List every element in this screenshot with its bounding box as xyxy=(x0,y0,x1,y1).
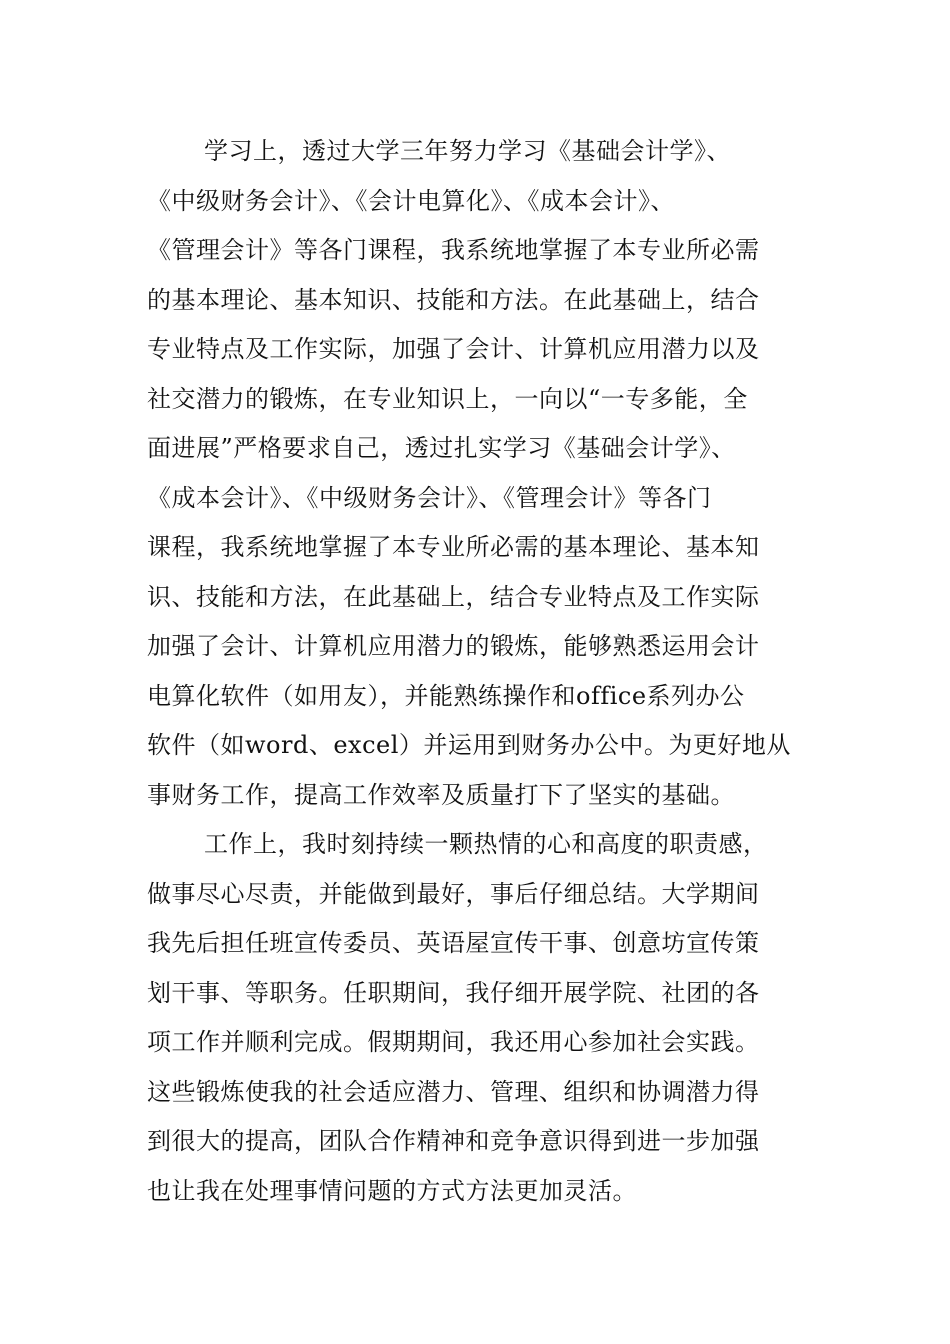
text-line: 做事尽心尽责，并能做到最好，事后仔细总结。大学期间 xyxy=(147,879,760,908)
text-line: 事财务工作，提高工作效率及质量打下了坚实的基础。 xyxy=(147,780,735,809)
text-line: 《中级财务会计》、《会计电算化》、《成本会计》、 xyxy=(147,186,675,215)
text-line: 学习上，透过大学三年努力学习《基础会计学》、 xyxy=(204,137,731,165)
text-line: 的基本理论、基本知识、技能和方法。在此基础上，结合 xyxy=(147,285,760,314)
text-line: 识、技能和方法，在此基础上，结合专业特点及工作实际 xyxy=(147,582,760,611)
text-line: 项工作并顺利完成。假期期间，我还用心参加社会实践。 xyxy=(147,1028,760,1056)
text-line: 社交潜力的锻炼，在专业知识上，一向以“一专多能，全 xyxy=(147,384,748,413)
text-line: 工作上，我时刻持续一颗热情的心和高度的职责感， xyxy=(204,830,768,858)
text-line: 我先后担任班宣传委员、英语屋宣传干事、创意坊宣传策 xyxy=(147,929,760,957)
text-line: 面进展”严格要求自己，透过扎实学习《基础会计学》、 xyxy=(147,434,736,462)
text-line: 课程，我系统地掌握了本专业所必需的基本理论、基本知 xyxy=(147,533,760,561)
text-line: 加强了会计、计算机应用潜力的锻炼，能够熟悉运用会计 xyxy=(147,632,760,660)
text-line: 专业特点及工作实际，加强了会计、计算机应用潜力以及 xyxy=(147,335,760,363)
paragraph-study xyxy=(147,127,807,820)
text-line: 划干事、等职务。任职期间，我仔细开展学院、社团的各 xyxy=(147,978,760,1007)
text-line: 电算化软件（如用友），并能熟练操作和office系列办公 xyxy=(147,681,745,710)
text-line: 这些锻炼使我的社会适应潜力、管理、组织和协调潜力得 xyxy=(147,1077,760,1106)
document-body xyxy=(147,127,807,1216)
paragraph-work xyxy=(147,820,807,1216)
text-line: 《管理会计》等各门课程，我系统地掌握了本专业所必需 xyxy=(147,236,760,264)
text-line: 《成本会计》、《中级财务会计》、《管理会计》等各门 xyxy=(147,483,712,512)
text-line: 到很大的提高，团队合作精神和竞争意识得到进一步加强 xyxy=(147,1127,760,1155)
text-line: 也让我在处理事情问题的方式方法更加灵活。 xyxy=(147,1176,637,1205)
text-line: 软件（如word、excel）并运用到财务办公中。为更好地从 xyxy=(147,731,791,759)
